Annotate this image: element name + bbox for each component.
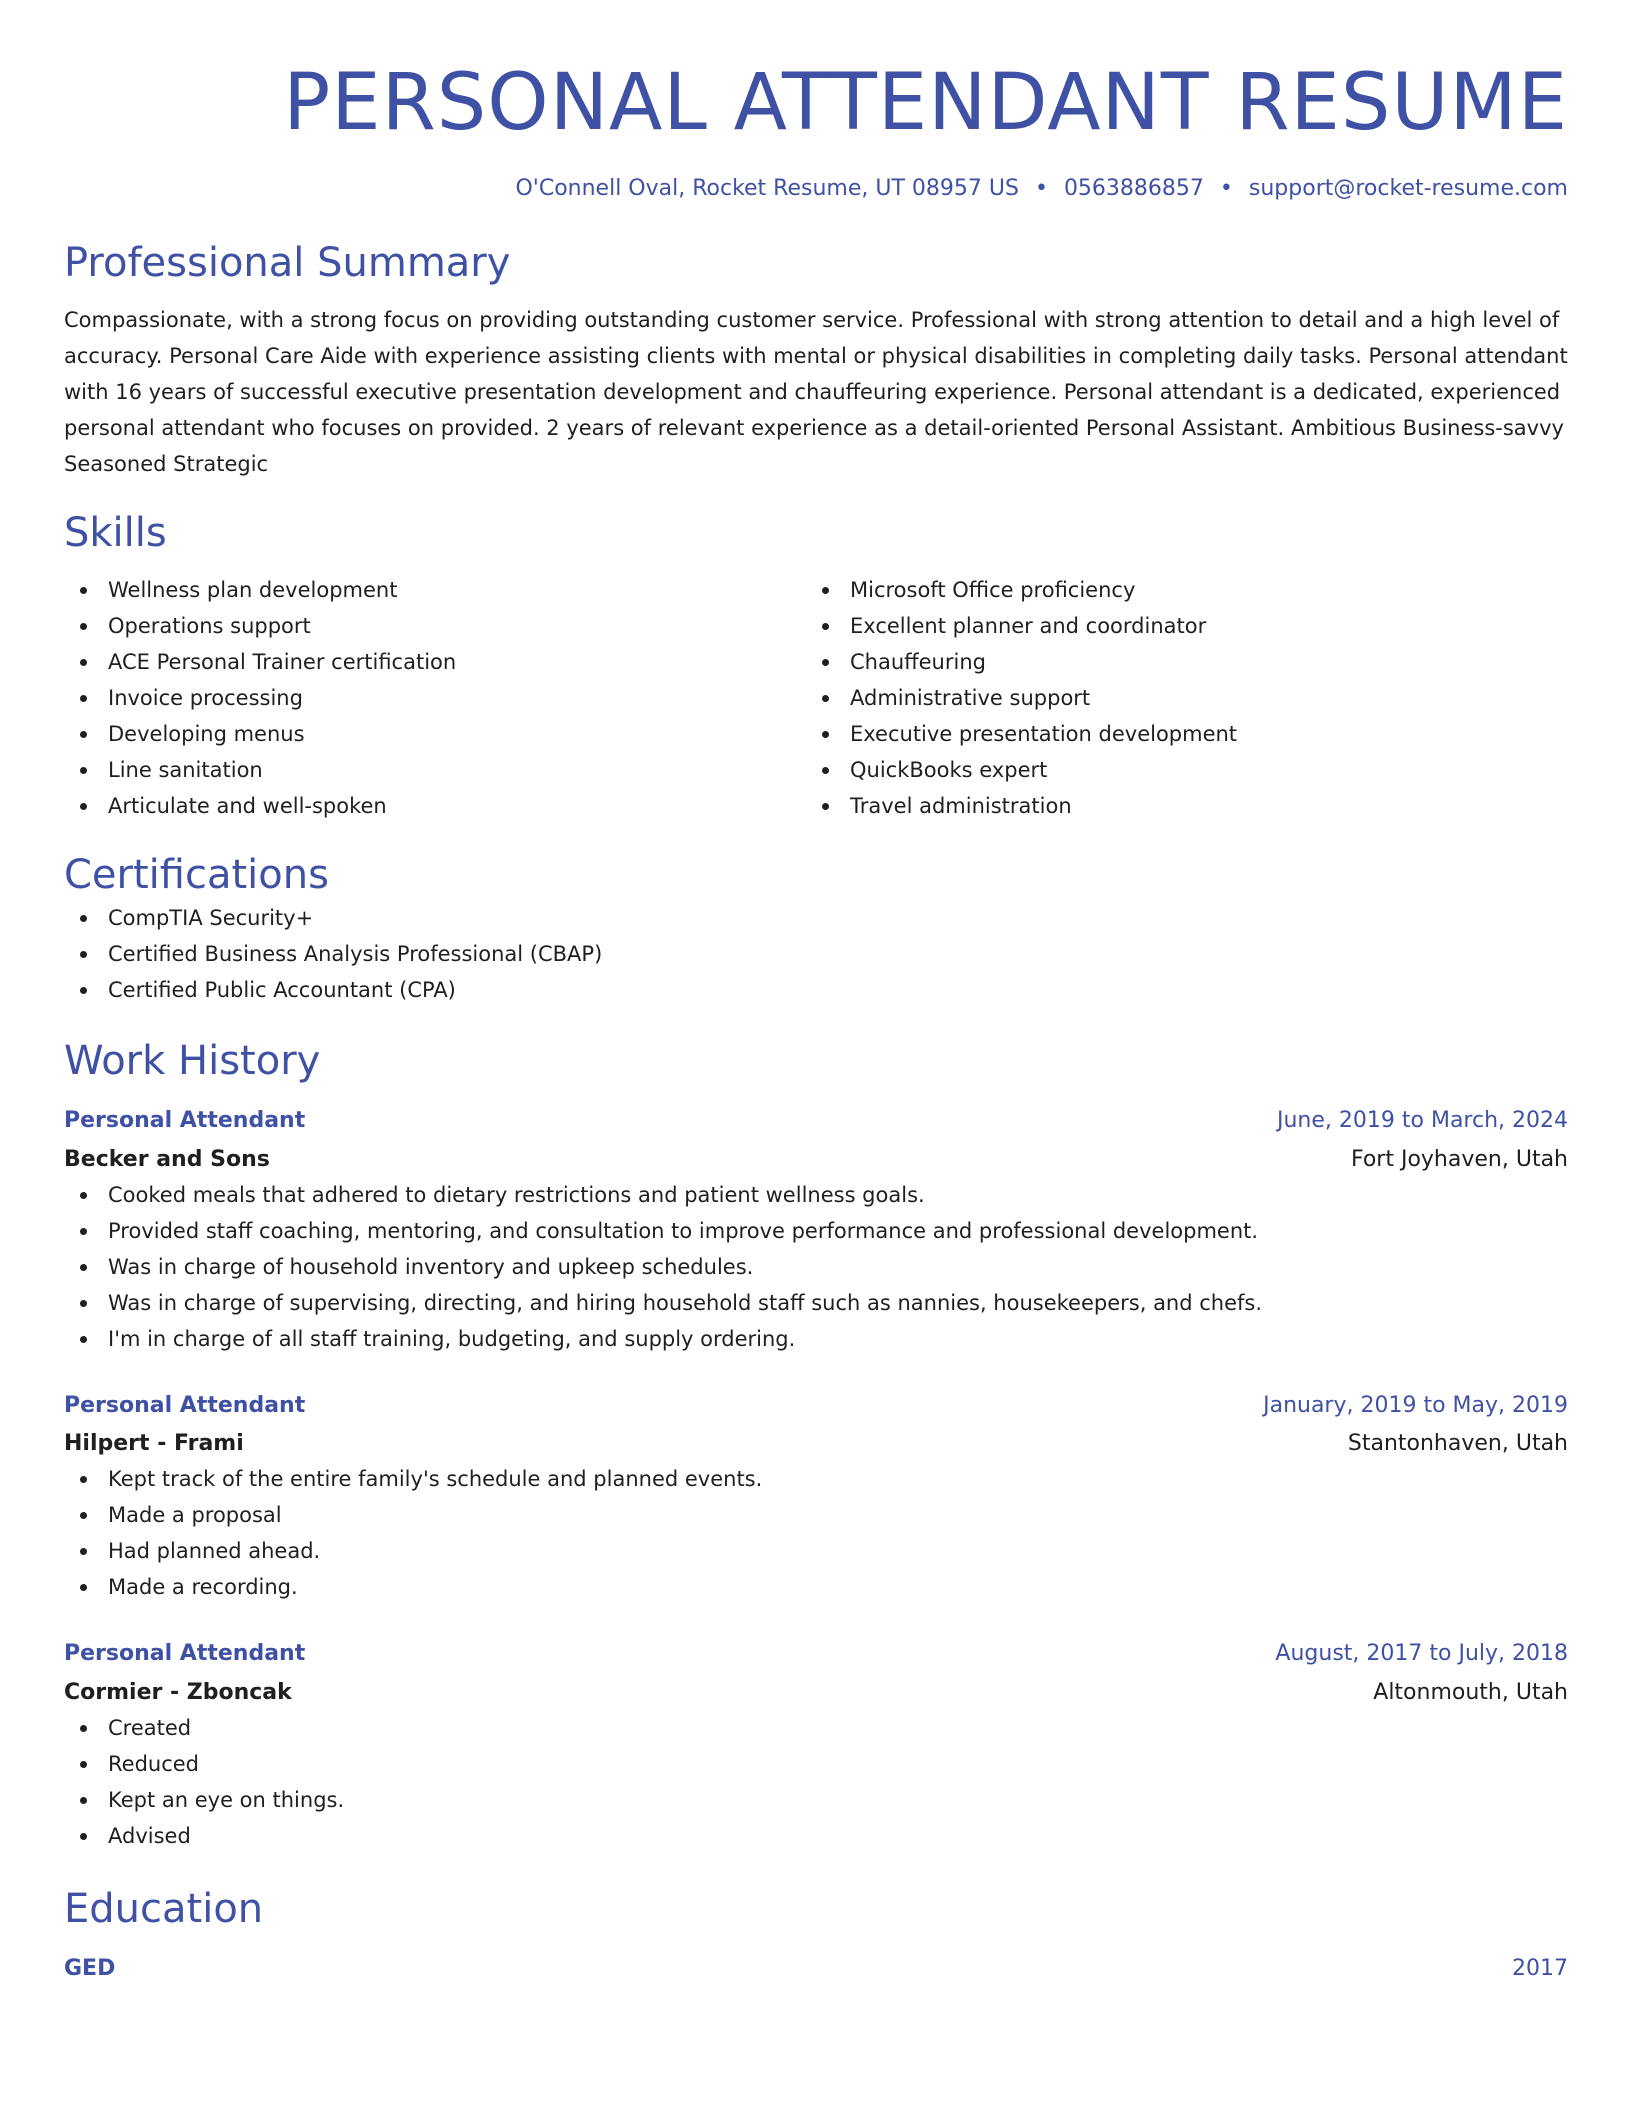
duty-item (64, 1321, 1568, 1357)
duty-text: Created (108, 1716, 192, 1740)
skill-text: Articulate and well-spoken (108, 794, 387, 818)
job-duties-list (64, 1461, 1568, 1605)
bullet-icon (80, 1336, 87, 1343)
skill-item (64, 680, 806, 716)
bullet-icon (80, 1797, 87, 1804)
job-company: Becker and Sons (64, 1147, 270, 1172)
job-location: Stantonhaven, Utah (1347, 1431, 1568, 1456)
certification-text: Certified Business Analysis Professional (CBAP) (108, 942, 603, 966)
skill-text: Operations support (108, 614, 311, 638)
bullet-icon (822, 659, 829, 666)
bullet-icon (822, 623, 829, 630)
duty-text: Reduced (108, 1752, 200, 1776)
duty-item (64, 1213, 1568, 1249)
resume-title: PERSONAL ATTENDANT RESUME (283, 58, 1568, 148)
skill-item (64, 716, 806, 752)
duty-item (64, 1569, 1568, 1605)
skill-text: Microsoft Office proficiency (850, 578, 1136, 602)
skill-text: Travel administration (850, 794, 1072, 818)
separator-dot: • (1219, 176, 1233, 201)
duty-text: Was in charge of supervising, directing, and hiring household staff such as nannies, housekeepers, and chefs. (108, 1291, 1263, 1315)
job-role: Personal Attendant (64, 1108, 306, 1133)
skill-text: Developing menus (108, 722, 305, 746)
bullet-icon (80, 915, 87, 922)
bullet-icon (80, 767, 87, 774)
bullet-icon (80, 1476, 87, 1483)
job-entry (64, 1389, 1568, 1605)
duty-text: Kept track of the entire family's schedule and planned events. (108, 1467, 763, 1491)
job-company-row (64, 1427, 1568, 1461)
bullet-icon (80, 951, 87, 958)
skill-text: Wellness plan development (108, 578, 398, 602)
bullet-icon (80, 987, 87, 994)
contact-address: O'Connell Oval, Rocket Resume, UT 08957 US (515, 176, 1019, 201)
duty-item (64, 1249, 1568, 1285)
bullet-icon (822, 587, 829, 594)
job-header-row (64, 1389, 1568, 1423)
bullet-icon (80, 659, 87, 666)
contact-email: support@rocket-resume.com (1248, 176, 1568, 201)
duty-text: Made a proposal (108, 1503, 282, 1527)
duty-item (64, 1285, 1568, 1321)
job-duties-list (64, 1710, 1568, 1854)
certification-text: CompTIA Security+ (108, 906, 314, 930)
duty-text: I'm in charge of all staff training, budgeting, and supply ordering. (108, 1327, 796, 1351)
certification-item (64, 900, 1568, 936)
skill-item (806, 788, 1548, 824)
duty-text: Provided staff coaching, mentoring, and consultation to improve performance and professional development. (108, 1219, 1259, 1243)
job-entry (64, 1104, 1568, 1357)
bullet-icon (80, 695, 87, 702)
job-role: Personal Attendant (64, 1393, 306, 1418)
bullet-icon (80, 1725, 87, 1732)
duty-item (64, 1177, 1568, 1213)
job-header-row (64, 1104, 1568, 1138)
education-degree: GED (64, 1956, 116, 1981)
skill-text: Invoice processing (108, 686, 303, 710)
duty-text: Advised (108, 1824, 191, 1848)
skill-item (64, 752, 806, 788)
job-dates: January, 2019 to May, 2019 (1263, 1393, 1568, 1418)
job-company-row (64, 1143, 1568, 1177)
bullet-icon (80, 731, 87, 738)
duty-text: Cooked meals that adhered to dietary restrictions and patient wellness goals. (108, 1183, 925, 1207)
skill-item (806, 644, 1548, 680)
certification-text: Certified Public Accountant (CPA) (108, 978, 456, 1002)
job-location: Fort Joyhaven, Utah (1350, 1147, 1568, 1172)
job-company-row (64, 1676, 1568, 1710)
job-dates: August, 2017 to July, 2018 (1275, 1641, 1568, 1666)
skill-item (64, 608, 806, 644)
separator-dot: • (1034, 176, 1048, 201)
bullet-icon (80, 1192, 87, 1199)
job-company: Hilpert - Frami (64, 1431, 244, 1456)
duty-item (64, 1461, 1568, 1497)
bullet-icon (80, 1584, 87, 1591)
job-company: Cormier - Zboncak (64, 1680, 292, 1705)
skill-item (806, 680, 1548, 716)
skills-grid (64, 572, 1568, 824)
duty-item (64, 1818, 1568, 1854)
bullet-icon (80, 1512, 87, 1519)
education-year: 2017 (1512, 1956, 1568, 1981)
contact-line (64, 174, 1568, 204)
summary-heading: Professional Summary (64, 240, 511, 286)
duty-text: Had planned ahead. (108, 1539, 321, 1563)
job-location: Altonmouth, Utah (1373, 1680, 1568, 1705)
job-duties-list (64, 1177, 1568, 1357)
duty-item (64, 1746, 1568, 1782)
bullet-icon (80, 1761, 87, 1768)
duty-item (64, 1497, 1568, 1533)
skill-item (806, 716, 1548, 752)
duty-text: Kept an eye on things. (108, 1788, 345, 1812)
bullet-icon (80, 587, 87, 594)
skill-text: Excellent planner and coordinator (850, 614, 1207, 638)
skill-text: ACE Personal Trainer certification (108, 650, 457, 674)
certifications-list (64, 900, 1568, 1008)
bullet-icon (822, 767, 829, 774)
duty-item (64, 1710, 1568, 1746)
skill-text: QuickBooks expert (850, 758, 1048, 782)
bullet-icon (80, 1264, 87, 1271)
skill-text: Administrative support (850, 686, 1091, 710)
skills-list-left (64, 572, 806, 824)
bullet-icon (822, 695, 829, 702)
contact-phone: 0563886857 (1063, 176, 1204, 201)
bullet-icon (80, 1300, 87, 1307)
job-entry (64, 1637, 1568, 1854)
skills-list-right (806, 572, 1548, 824)
bullet-icon (80, 1228, 87, 1235)
bullet-icon (80, 1548, 87, 1555)
skill-item (806, 752, 1548, 788)
job-role: Personal Attendant (64, 1641, 306, 1666)
bullet-icon (80, 623, 87, 630)
summary-text: Compassionate, with a strong focus on providing outstanding customer service. Professional with strong attention to detail and a high level of accuracy. Personal Care Aide with experience assisting clients with mental or physical disabilities in completing daily tasks. Personal attendant with 16 years of successful executive presentation development and chauffeuring experience. Personal attendant is a dedicated, experienced personal attendant who focuses on provided. 2 years of relevant experience as a detail-oriented Personal Assistant. Ambitious Business-savvy Seasoned Strategic (64, 308, 1568, 476)
education-heading: Education (64, 1886, 264, 1932)
duty-text: Made a recording. (108, 1575, 298, 1599)
skills-heading: Skills (64, 510, 167, 556)
education-entry (64, 1952, 1568, 1986)
work-history-heading: Work History (64, 1038, 321, 1084)
certification-item (64, 972, 1568, 1008)
skill-item (64, 572, 806, 608)
duty-item (64, 1533, 1568, 1569)
skill-item (806, 608, 1548, 644)
bullet-icon (822, 731, 829, 738)
certifications-heading: Certifications (64, 852, 329, 898)
skill-item (64, 644, 806, 680)
job-dates: June, 2019 to March, 2024 (1277, 1108, 1568, 1133)
skill-text: Executive presentation development (850, 722, 1238, 746)
certification-item (64, 936, 1568, 972)
skill-item (64, 788, 806, 824)
skill-item (806, 572, 1548, 608)
bullet-icon (80, 1833, 87, 1840)
bullet-icon (80, 803, 87, 810)
skill-text: Line sanitation (108, 758, 263, 782)
bullet-icon (822, 803, 829, 810)
skill-text: Chauffeuring (850, 650, 986, 674)
job-header-row (64, 1637, 1568, 1671)
duty-item (64, 1782, 1568, 1818)
duty-text: Was in charge of household inventory and upkeep schedules. (108, 1255, 754, 1279)
